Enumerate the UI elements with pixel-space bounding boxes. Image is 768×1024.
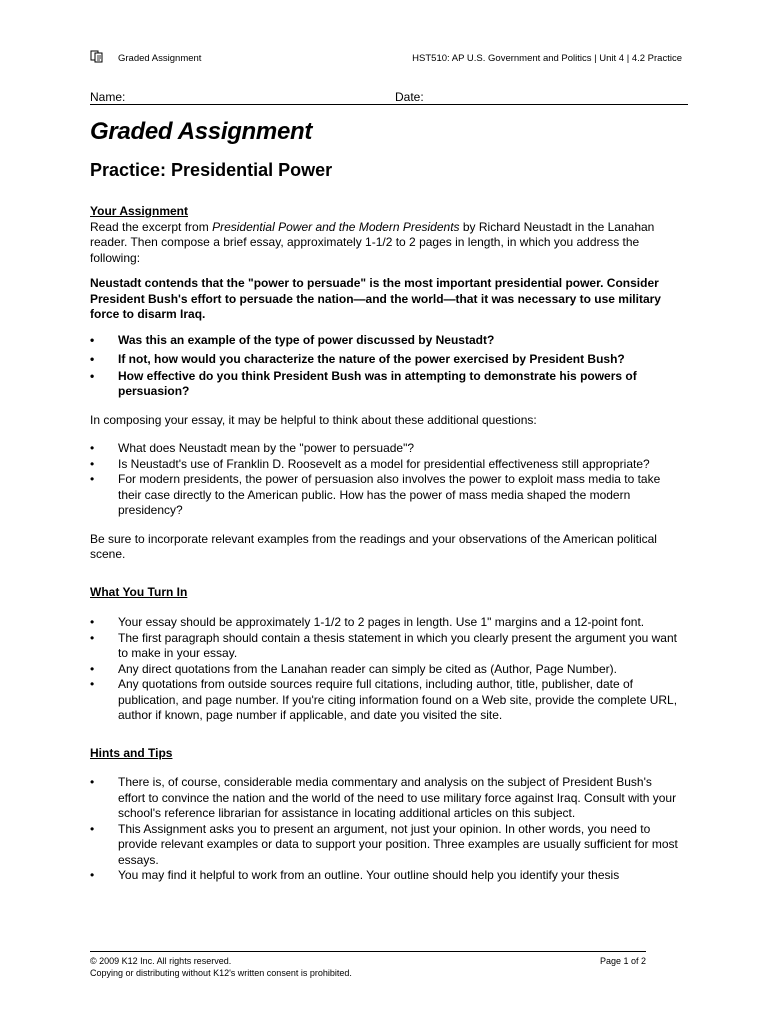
list-item: • Any quotations from outside sources require full citations, including author, title, publisher, date of publication, and page number. If you're citing information found on a Web site, provide the complete URL, author if known, page number if applicable, and date you visited the site. bbox=[90, 677, 680, 724]
page-header bbox=[90, 48, 682, 68]
list-item: • If not, how would you characterize the nature of the power exercised by President Bush? bbox=[90, 352, 680, 368]
intro-text-pre: Read the excerpt from bbox=[90, 219, 213, 234]
page-subtitle: Practice: Presidential Power bbox=[90, 160, 333, 180]
document-body bbox=[90, 204, 680, 884]
footer-notice: Copying or distributing without K12's written consent is prohibited. bbox=[90, 968, 352, 978]
intro-text-post: by Richard Neustadt in the Lanahan reader. Then compose a brief essay, approximately 1-1/2 to 2 pages in length, in which you address the following: bbox=[90, 219, 655, 265]
name-date-bar bbox=[90, 88, 688, 105]
section-heading-turn-in: What You Turn In bbox=[90, 584, 188, 599]
page-footer bbox=[90, 951, 646, 979]
list-item: • Is Neustadt's use of Franklin D. Roosevelt as a model for presidential effectiveness still appropriate? bbox=[90, 457, 680, 473]
list-item: • What does Neustadt mean by the "power to persuade"? bbox=[90, 441, 680, 457]
additional-questions-intro: In composing your essay, it may be helpful to think about these additional questions: bbox=[90, 412, 537, 427]
list-item: • You may find it helpful to work from an outline. Your outline should help you identify your thesis bbox=[90, 868, 680, 884]
assignment-closing: Be sure to incorporate relevant examples from the readings and your observations of the American political scene. bbox=[90, 531, 657, 561]
list-item: • How effective do you think President Bush was in attempting to demonstrate his powers of persuasion? bbox=[90, 369, 680, 400]
assignment-intro bbox=[90, 220, 680, 267]
header-course-info: HST510: AP U.S. Government and Politics | Unit 4 | 4.2 Practice bbox=[412, 53, 682, 64]
header-doc-type: Graded Assignment bbox=[118, 53, 202, 64]
assignment-prompt: Neustadt contends that the "power to persuade" is the most important presidential power. Consider President Bush's effort to persuade the nation—and the world—that it was necessary to use military force to disarm Iraq. bbox=[90, 276, 661, 321]
assignment-questions bbox=[90, 333, 680, 400]
list-item: • This Assignment asks you to present an argument, not just your opinion. In other words, you need to provide relevant examples or data to support your position. Three examples are usually sufficient for most essays. bbox=[90, 822, 680, 869]
intro-reading-title: Presidential Power and the Modern Presidents bbox=[212, 219, 460, 234]
list-item: • The first paragraph should contain a thesis statement in which you clearly present the argument you want to make in your essay. bbox=[90, 631, 680, 662]
section-heading-hints: Hints and Tips bbox=[90, 745, 173, 760]
additional-questions bbox=[90, 441, 680, 519]
date-label: Date: bbox=[395, 90, 424, 104]
list-item: • Your essay should be approximately 1-1/2 to 2 pages in length. Use 1" margins and a 12-point font. bbox=[90, 615, 680, 631]
turn-in-list bbox=[90, 615, 680, 724]
page-title: Graded Assignment bbox=[90, 118, 313, 145]
list-item: • Was this an example of the type of power discussed by Neustadt? bbox=[90, 333, 680, 349]
list-item: • Any direct quotations from the Lanahan reader can simply be cited as (Author, Page Number). bbox=[90, 662, 680, 678]
footer-copyright: © 2009 K12 Inc. All rights reserved. bbox=[90, 956, 232, 966]
hints-list bbox=[90, 775, 680, 884]
name-label: Name: bbox=[90, 90, 126, 104]
section-heading-your-assignment: Your Assignment bbox=[90, 204, 189, 218]
list-item: • There is, of course, considerable media commentary and analysis on the subject of President Bush's effort to convince the nation and the world of the need to use military force against Iraq. Consult with your school's reference librarian for assistance in locating additional articles on this subject. bbox=[90, 775, 680, 822]
page-number: Page 1 of 2 bbox=[599, 956, 646, 966]
document-icon bbox=[90, 50, 103, 63]
list-item: • For modern presidents, the power of persuasion also involves the power to exploit mass media to take their case directly to the American public. How has the power of mass media shaped the modern presidency? bbox=[90, 472, 680, 519]
